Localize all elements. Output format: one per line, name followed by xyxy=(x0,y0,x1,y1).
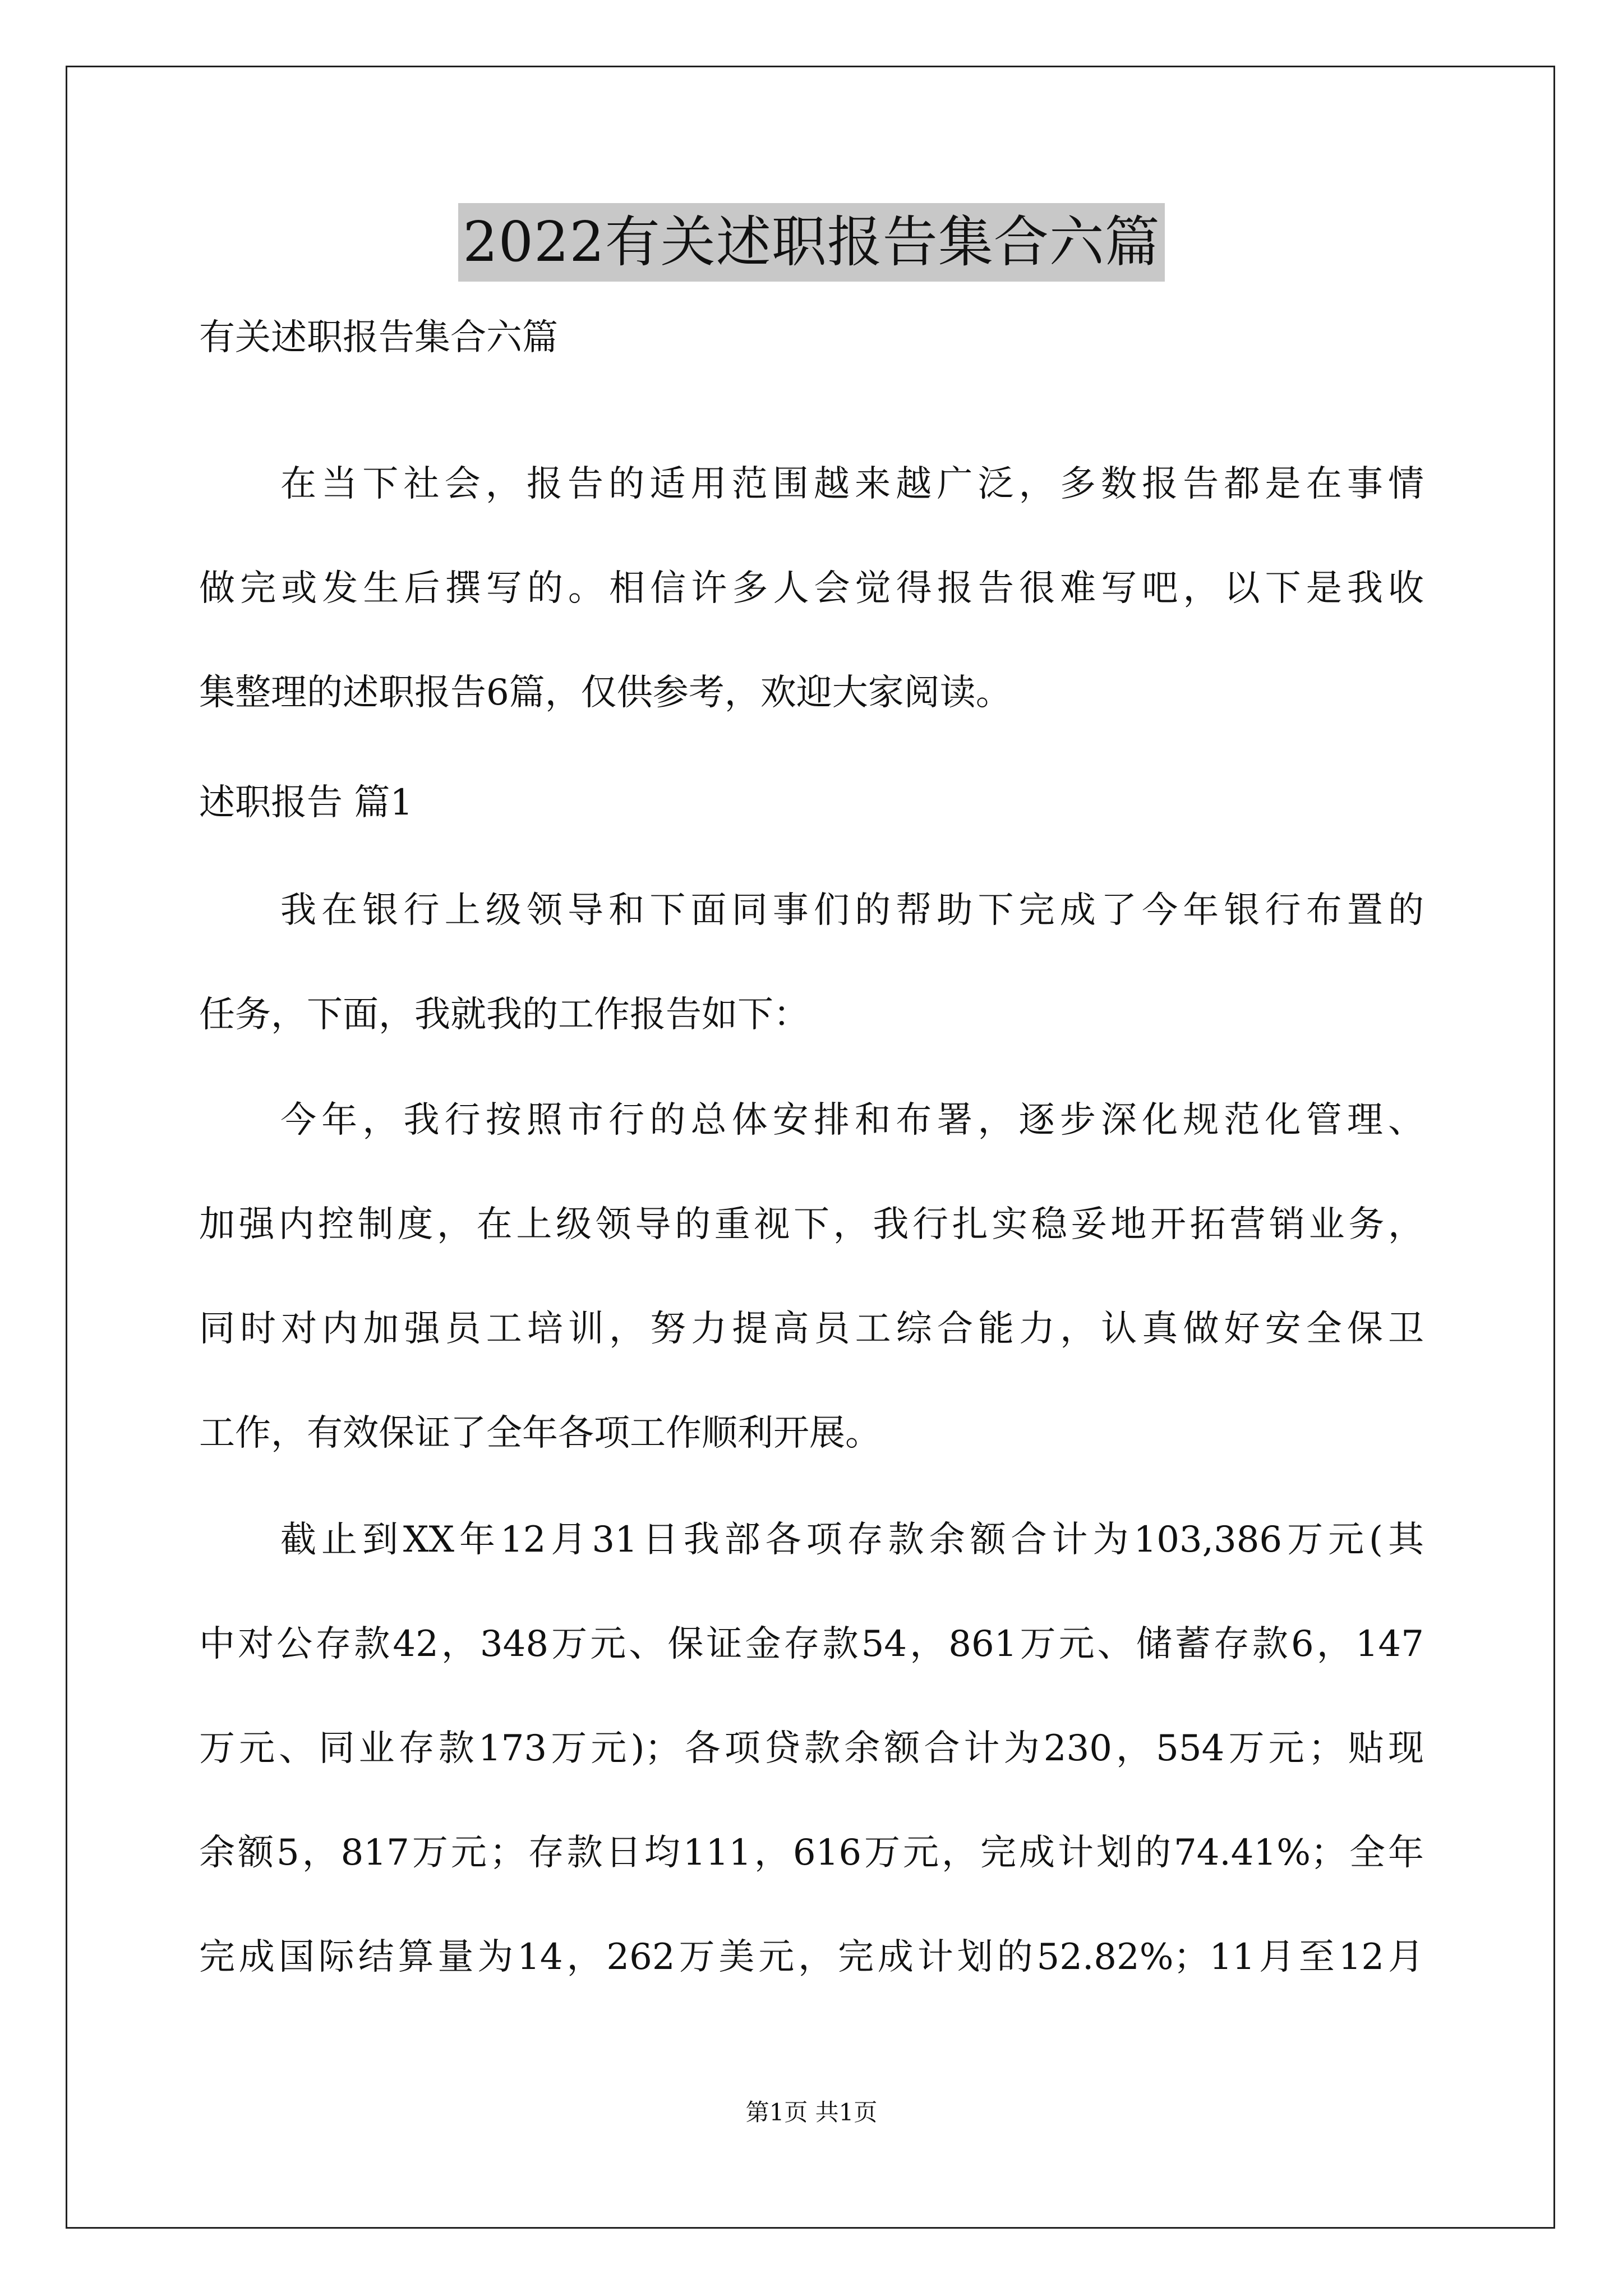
paragraph-line: 在当下社会，报告的适用范围越来越广泛，多数报告都是在事情 xyxy=(280,463,1424,505)
paragraph-line: 加强内控制度，在上级领导的重视下，我行扎实稳妥地开拓营销业务， xyxy=(199,1204,1424,1245)
paragraph-line: 做完或发生后撰写的。相信许多人会觉得报告很难写吧，以下是我收 xyxy=(199,568,1424,609)
paragraph-line: 集整理的述职报告6篇，仅供参考，欢迎大家阅读。 xyxy=(199,672,1012,714)
paragraph-line: 万元、同业存款173万元)；各项贷款余额合计为230，554万元；贴现 xyxy=(199,1728,1424,1769)
paragraph-line: 工作，有效保证了全年各项工作顺利开展。 xyxy=(199,1412,881,1454)
paragraph-line: 完成国际结算量为14，262万美元，完成计划的52.82%；11月至12月 xyxy=(199,1936,1424,1978)
paragraph-line: 截止到XX年12月31日我部各项存款余额合计为103,386万元(其 xyxy=(280,1519,1424,1561)
paragraph-line: 同时对内加强员工培训，努力提高员工综合能力，认真做好安全保卫 xyxy=(199,1308,1424,1350)
title-container xyxy=(0,203,1623,282)
paragraph-line: 我在银行上级领导和下面同事们的帮助下完成了今年银行布置的 xyxy=(280,890,1424,931)
document-subtitle: 有关述职报告集合六篇 xyxy=(199,317,558,358)
page-border xyxy=(66,66,1555,2229)
document-title: 2022有关述职报告集合六篇 xyxy=(458,203,1164,282)
paragraph-line: 今年，我行按照市行的总体安排和布署，逐步深化规范化管理、 xyxy=(280,1099,1424,1141)
page-footer: 第1页 共1页 xyxy=(745,2099,878,2126)
paragraph-line: 中对公存款42，348万元、保证金存款54，861万元、储蓄存款6，147 xyxy=(199,1623,1424,1665)
section-heading: 述职报告 篇1 xyxy=(199,782,413,823)
paragraph-line: 余额5，817万元；存款日均111，616万元，完成计划的74.41%；全年 xyxy=(199,1832,1424,1874)
paragraph-line: 任务，下面，我就我的工作报告如下： xyxy=(199,994,809,1036)
